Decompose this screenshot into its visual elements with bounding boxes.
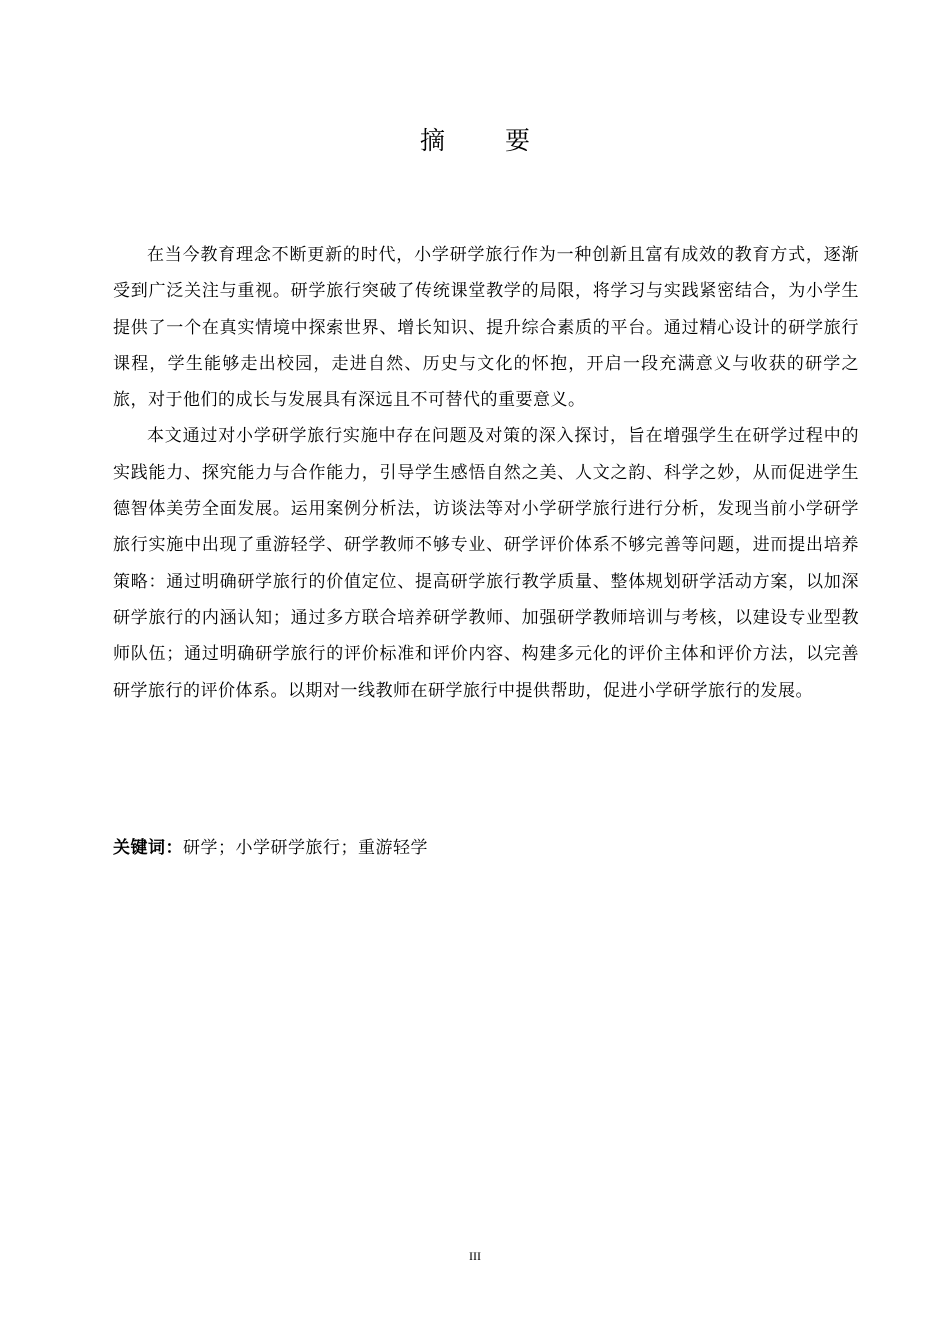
keywords-label: 关键词： [113, 838, 183, 858]
abstract-paragraph-2: 本文通过对小学研学旅行实施中存在问题及对策的深入探讨，旨在增强学生在研学过程中的实践能力、探究能力与合作能力，引导学生感悟自然之美、人文之韵、科学之妙，从而促进学生德智体美劳全面发展。运用案例分析法，访谈法等对小学研学旅行进行分析，发现当前小学研学旅行实施中出现了重游轻学、研学教师不够专业、研学评价体系不够完善等问题，进而提出培养策略：通过明确研学旅行的价值定位、提高研学旅行教学质量、整体规划研学活动方案，以加深研学旅行的内涵认知；通过多方联合培养研学教师、加强研学教师培训与考核，以建设专业型教师队伍；通过明确研学旅行的评价标准和评价内容、构建多元化的评价主体和评价方法，以完善研学旅行的评价体系。以期对一线教师在研学旅行中提供帮助，促进小学研学旅行的发展。 [113, 426, 859, 701]
page-title: 摘 要 [420, 126, 556, 155]
keywords-value: 研学；小学研学旅行；重游轻学 [183, 838, 428, 858]
keywords-line [113, 832, 859, 864]
page-number: III [469, 1249, 481, 1263]
abstract-paragraph-1: 在当今教育理念不断更新的时代，小学研学旅行作为一种创新且富有成效的教育方式，逐渐受到广泛关注与重视。研学旅行突破了传统课堂教学的局限，将学习与实践紧密结合，为小学生提供了一个在真实情境中探索世界、增长知识、提升综合素质的平台。通过精心设计的研学旅行课程，学生能够走出校园，走进自然、历史与文化的怀抱，开启一段充满意义与收获的研学之旅，对于他们的成长与发展具有深远且不可替代的重要意义。 [113, 245, 859, 411]
abstract-body [113, 237, 859, 709]
